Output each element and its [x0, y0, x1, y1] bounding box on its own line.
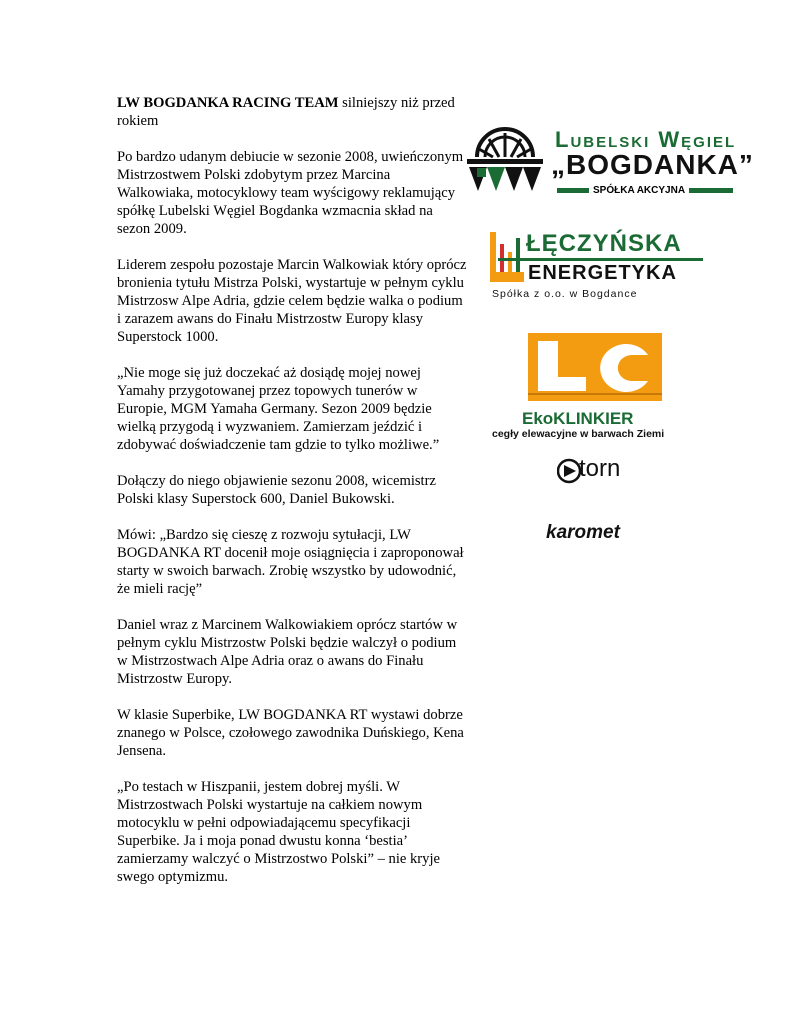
- bogdanka-line2: „BOGDANKA”: [551, 149, 754, 180]
- karomet-name: karomet: [546, 522, 620, 543]
- eko-name: EkoKLINKIER: [522, 409, 634, 428]
- power-plant-icon: [488, 228, 528, 286]
- paragraph: W klasie Superbike, LW BOGDANKA RT wystawi dobrze znanego w Polsce, czołowego zawodnika Duńskiego, Kena Jensena.: [117, 707, 464, 759]
- article-title: [117, 94, 467, 130]
- leczynska-logo: [488, 228, 713, 303]
- paragraph: Liderem zespołu pozostaje Marcin Walkowiak który oprócz bronienia tytułu Mistrza Polski, wystartuje w pełnym cyklu Mistrzosw Alpe Adria, gdzie celem będzie walka o podium i zarazem awans do Finału Mistrzostw Europy klasy Superstock 1000.: [117, 257, 467, 345]
- karomet-logo: [546, 522, 646, 552]
- torn-logo: [557, 455, 637, 487]
- bogdanka-line3: SPÓŁKA AKCYJNA: [593, 184, 686, 196]
- lc-emblem: [528, 333, 662, 401]
- paragraph: Daniel wraz z Marcinem Walkowiakiem oprócz startów w pełnym cyklu Mistrzostw Polski będzie walczył o podium w Mistrzostwach Alpe Adria oraz o awans do Finału Mistrzostw Europy.: [117, 617, 458, 687]
- paragraph: „Po testach w Hiszpanii, jestem dobrej myśli. W Mistrzostwach Polski wystartuje na całkiem nowym motocyklu w pełni odpowiadającemu specyfikacji Superbike. Ja i moja ponad dwustu konna ‘bestia’ zamierzamy walczyć o Mistrzostwo Polski” – nie kryje swego optymizmu.: [117, 779, 440, 885]
- leczynska-line1: ŁĘCZYŃSKA: [526, 230, 682, 257]
- paragraph: Dołączy do niego objawienie sezonu 2008, wicemistrz Polski klasy Superstock 600, Daniel Bukowski.: [117, 473, 436, 507]
- paragraph: Mówi: „Bardzo się cieszę z rozwoju sytułacji, LW BOGDANKA RT docenił moje osiągnięcia i zaproponował starty w swoich barwach. Zrobię wszystko by udowodnić, że mieli rację”: [117, 527, 464, 597]
- bogdanka-subline: [557, 186, 733, 194]
- ekoklinkier-logo: [492, 333, 702, 443]
- green-bar: [557, 188, 589, 193]
- mine-emblem-icon: [465, 127, 545, 197]
- paragraph: „Nie moge się już doczekać aż dosiądę mojej nowej Yamahy przygotowanej przez topowych tunerów w Europie, MGM Yamaha Germany. Sezon 2009 będzie wielką przygodą i wyzwaniem. Zamierzam jeździć i zdobywać doświadczenie tam gdzie to tylko możliwe.”: [117, 365, 440, 453]
- divider: [498, 258, 703, 261]
- leczynska-line2: ENERGETYKA: [528, 262, 677, 284]
- eko-tagline: cegły elewacyjne w barwach Ziemi: [492, 428, 665, 440]
- lc-letters-icon: [528, 333, 662, 401]
- title-rest: silniejszy niż przed rokiem: [117, 95, 455, 129]
- leczynska-line3: Spółka z o.o. w Bogdance: [492, 288, 638, 300]
- bogdanka-line1: Lubelski Węgiel: [555, 127, 737, 152]
- paragraph: Po bardzo udanym debiucie w sezonie 2008, uwieńczonym Mistrzostwem Polski zdobytym przez Marcina Walkowiaka, motocyklowy team wyścigowy reklamujący spółkę Lubelski Węgiel Bogdanka wzmacnia skład na sezon 2009.: [117, 149, 464, 237]
- team-name: LW BOGDANKA RACING TEAM: [117, 95, 339, 111]
- torn-mark-icon: [557, 457, 581, 485]
- green-bar: [689, 188, 733, 193]
- bogdanka-logo: [465, 125, 754, 200]
- article-body: [117, 94, 467, 904]
- torn-name: torn: [579, 455, 621, 482]
